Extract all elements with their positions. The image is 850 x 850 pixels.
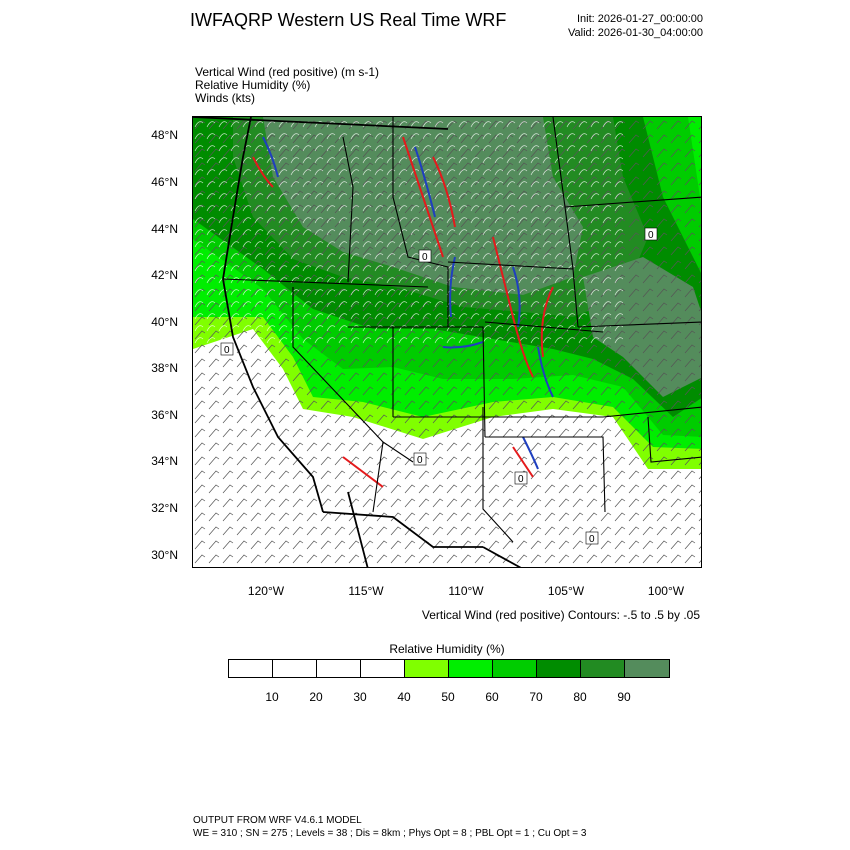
colorbar-tick: 60 — [485, 690, 499, 704]
init-time: Init: 2026-01-27_00:00:00 — [577, 13, 703, 25]
lat-label: 48°N — [151, 128, 178, 142]
map-canvas — [193, 117, 702, 568]
lat-label: 36°N — [151, 408, 178, 422]
lon-label: 120°W — [247, 584, 285, 598]
field-vertical-wind: Vertical Wind (red positive) (m s-1) — [195, 65, 380, 79]
colorbar-box — [405, 660, 449, 677]
page-title: IWFAQRP Western US Real Time WRF — [190, 10, 507, 30]
lon-label: 100°W — [647, 584, 685, 598]
model-info: OUTPUT FROM WRF V4.6.1 MODEL — [193, 815, 362, 826]
contour-label: 0 — [648, 230, 654, 241]
colorbar-box — [493, 660, 537, 677]
colorbar-box — [449, 660, 493, 677]
colorbar-tick: 10 — [265, 690, 279, 704]
colorbar-box — [317, 660, 361, 677]
lon-label: 115°W — [348, 584, 384, 598]
colorbar-box — [625, 660, 669, 677]
colorbar-box — [273, 660, 317, 677]
lat-label: 32°N — [151, 501, 178, 515]
field-relative-humidity: Relative Humidity (%) — [195, 78, 311, 92]
lat-label: 38°N — [151, 361, 178, 375]
contour-label: 0 — [589, 534, 595, 545]
colorbar-box — [581, 660, 625, 677]
lat-label: 30°N — [151, 548, 178, 562]
lat-label: 44°N — [151, 222, 178, 236]
model-config: WE = 310 ; SN = 275 ; Levels = 38 ; Dis = 8km ; Phys Opt = 8 ; PBL Opt = 1 ; Cu Opt = 3 — [193, 828, 587, 839]
valid-time: Valid: 2026-01-30_04:00:00 — [568, 27, 703, 39]
contour-label: 0 — [518, 474, 524, 485]
lat-label: 40°N — [151, 315, 178, 329]
colorbar-tick: 90 — [617, 690, 631, 704]
colorbar-box — [361, 660, 405, 677]
contour-label: 0 — [224, 345, 230, 356]
colorbar-tick: 30 — [353, 690, 367, 704]
colorbar-box — [229, 660, 273, 677]
colorbar — [228, 659, 670, 678]
map-panel — [192, 116, 702, 568]
colorbar-tick: 40 — [397, 690, 411, 704]
colorbar-tick: 50 — [441, 690, 455, 704]
contour-label: 0 — [417, 455, 423, 466]
contour-label: 0 — [422, 252, 428, 263]
lon-label: 105°W — [547, 584, 585, 598]
colorbar-tick: 70 — [529, 690, 543, 704]
colorbar-tick: 20 — [309, 690, 323, 704]
colorbar-title: Relative Humidity (%) — [389, 642, 505, 656]
lon-label: 110°W — [448, 584, 484, 598]
colorbar-box — [537, 660, 581, 677]
lat-label: 34°N — [151, 454, 178, 468]
field-winds: Winds (kts) — [195, 91, 255, 105]
contour-info: Vertical Wind (red positive) Contours: -.5 to .5 by .05 — [421, 608, 700, 622]
lat-label: 42°N — [151, 268, 178, 282]
colorbar-tick: 80 — [573, 690, 587, 704]
lat-label: 46°N — [151, 175, 178, 189]
